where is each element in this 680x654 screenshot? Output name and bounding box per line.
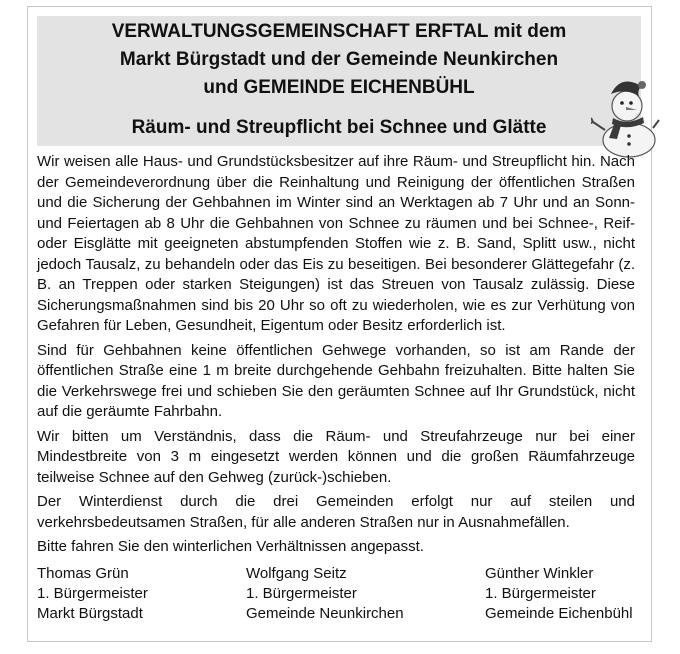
snowman-icon: [591, 72, 661, 158]
paragraph-gehbahnen: Sind für Gehbahnen keine öffentlichen Gehwege vorhanden, so ist am Rande der öffentlichen Straße eine 1 m breite durchgehende Gehbahn freizuhalten. Bitte halten Sie die Verkehrswege frei und schieben Sie den geräumten Schnee auf Ihr Grundstück, nicht auf die geräumte Fahrbahn.: [37, 341, 635, 420]
paragraph-streupflicht: Wir weisen alle Haus- und Grundstücksbesitzer auf ihre Räum- und Streupflicht hin. Nach der Gemeindeverordnung über die Reinhaltung und Reinigung der öffentlichen Straßen und die Sicherung der Gehbahnen im Winter sind an Werktagen ab 7 Uhr und an Sonn- und Feiertagen ab 8 Uhr die Gehbahnen von Schnee zu räumen und bei Schnee-, Reif- oder Eisglätte mit geeigneten abstumpfenden Stoffen wie z. B. Sand, Splitt usw., nicht jedoch Tausalz, zu behandeln oder das Eis zu beseitigen. Bei besonderer Glättegefahr (z. B. an Treppen oder starken Steigungen) ist das Streuen von Tausalz zulässig. Diese Sicherungsmaßnahmen sind bis 20 Uhr so oft zu wiederholen, wie es zur Verhütung von Gefahren für Leben, Gesundheit, Eigentum oder Besitz erforderlich ist.: [37, 153, 635, 334]
signature-place: Gemeinde Eichenbühl: [485, 605, 633, 622]
paragraph-bitte: Bitte fahren Sie den winterlichen Verhältnissen angepasst.: [37, 538, 424, 555]
signature-role: 1. Bürgermeister: [246, 585, 357, 602]
signature-place: Gemeinde Neunkirchen: [246, 605, 404, 622]
header-banner: [37, 16, 641, 146]
signature-role: 1. Bürgermeister: [485, 585, 596, 602]
signature-neunkirchen: [246, 564, 404, 624]
signature-eichenbuehl: [485, 564, 633, 624]
signature-place: Markt Bürgstadt: [37, 605, 143, 622]
header-line-3: und GEMEINDE EICHENBÜHL: [203, 77, 475, 98]
signature-name: Wolfgang Seitz: [246, 565, 347, 582]
notice-body: [37, 152, 635, 562]
signature-buergstadt: [37, 564, 148, 624]
signature-name: Thomas Grün: [37, 565, 129, 582]
header-line-1: VERWALTUNGSGEMEINSCHAFT ERFTAL mit dem: [111, 21, 567, 42]
signature-name: Günther Winkler: [485, 565, 594, 582]
header-line-2: Markt Bürgstadt und der Gemeinde Neunkirchen: [119, 49, 559, 70]
signature-role: 1. Bürgermeister: [37, 585, 148, 602]
paragraph-verstaendnis: Wir bitten um Verständnis, dass die Räum- und Streufahrzeuge nur bei einer Mindestbreite von 3 m eingesetzt werden können und die großen Räumfahrzeuge teilweise Schnee auf den Gehweg (zurück-)schieben.: [37, 427, 635, 486]
header-subtitle: Räum- und Streupflicht bei Schnee und Glätte: [131, 117, 547, 138]
paragraph-winterdienst: Der Winterdienst durch die drei Gemeinden erfolgt nur auf steilen und verkehrsbedeutsamen Straßen, für alle anderen Straßen nur in Ausnahmefällen.: [37, 493, 635, 531]
